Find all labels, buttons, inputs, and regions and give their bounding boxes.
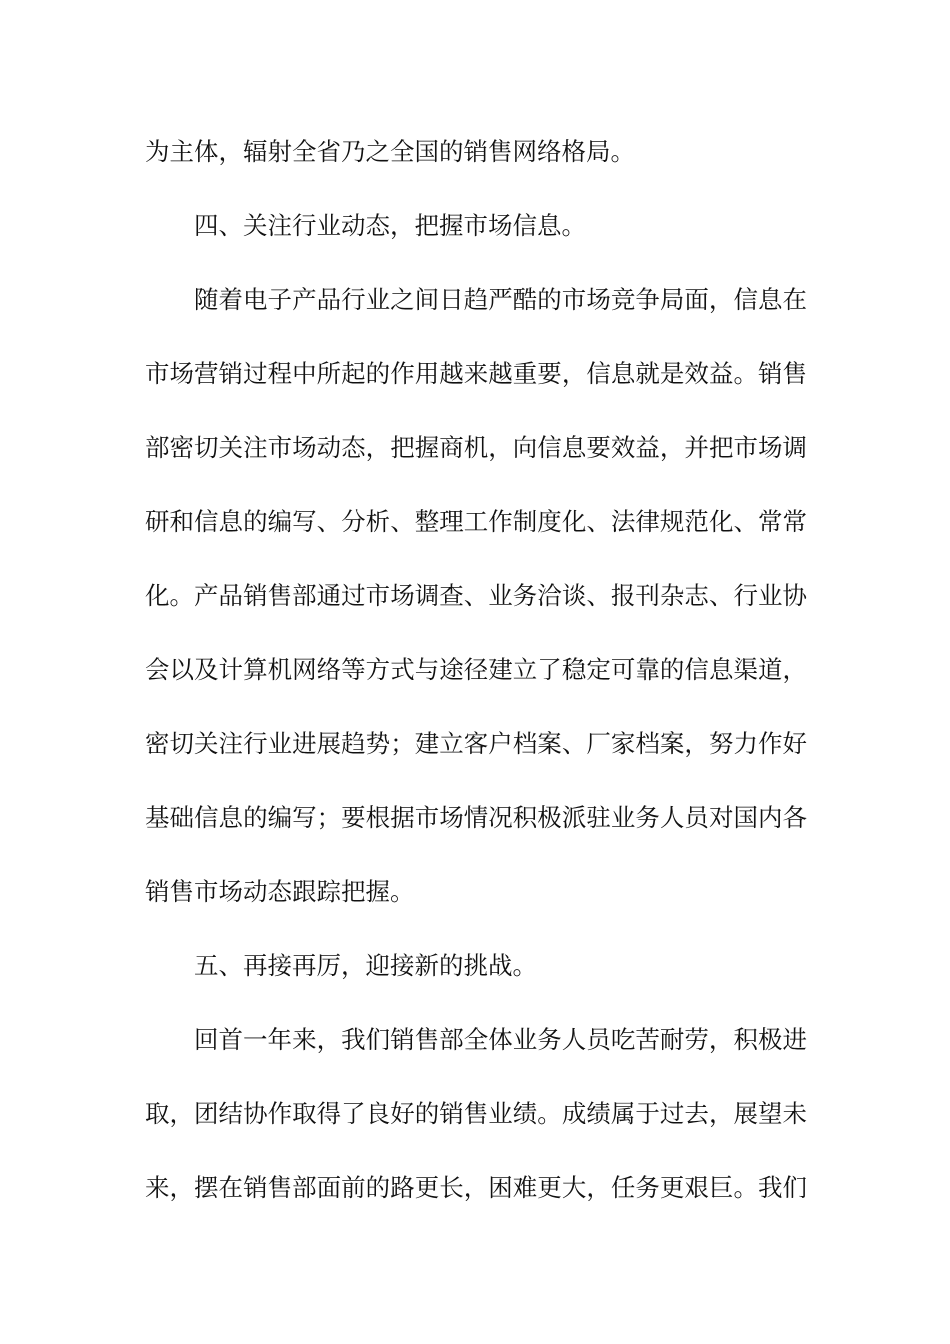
text-line: 随着电子产品行业之间日趋严酷的市场竞争局面，信息在 bbox=[194, 285, 807, 314]
text-line: 密切关注行业进展趋势；建立客户档案、厂家档案，努力作好 bbox=[145, 729, 807, 758]
text-line: 会以及计算机网络等方式与途径建立了稳定可靠的信息渠道， bbox=[145, 655, 807, 684]
text-line: 部密切关注市场动态，把握商机，向信息要效益，并把市场调 bbox=[145, 433, 807, 462]
text-line: 市场营销过程中所起的作用越来越重要，信息就是效益。销售 bbox=[145, 359, 807, 388]
text-line: 来，摆在销售部面前的路更长，困难更大，任务更艰巨。我们 bbox=[145, 1173, 807, 1202]
text-line: 化。产品销售部通过市场调查、业务洽谈、报刊杂志、行业协 bbox=[145, 581, 807, 610]
document-body bbox=[145, 126, 807, 1236]
text-line: 基础信息的编写；要根据市场情况积极派驻业务人员对国内各 bbox=[145, 803, 807, 832]
text-line: 取，团结协作取得了良好的销售业绩。成绩属于过去，展望未 bbox=[145, 1099, 807, 1128]
text-line: 回首一年来，我们销售部全体业务人员吃苦耐劳，积极进 bbox=[194, 1025, 807, 1054]
text-line: 销售市场动态跟踪把握。 bbox=[145, 877, 415, 906]
text-line: 为主体，辐射全省乃之全国的销售网络格局。 bbox=[145, 137, 635, 166]
text-line: 研和信息的编写、分析、整理工作制度化、法律规范化、常常 bbox=[145, 507, 807, 536]
section-heading: 五、再接再厉，迎接新的挑战。 bbox=[194, 951, 537, 980]
section-heading: 四、关注行业动态，把握市场信息。 bbox=[194, 211, 586, 240]
